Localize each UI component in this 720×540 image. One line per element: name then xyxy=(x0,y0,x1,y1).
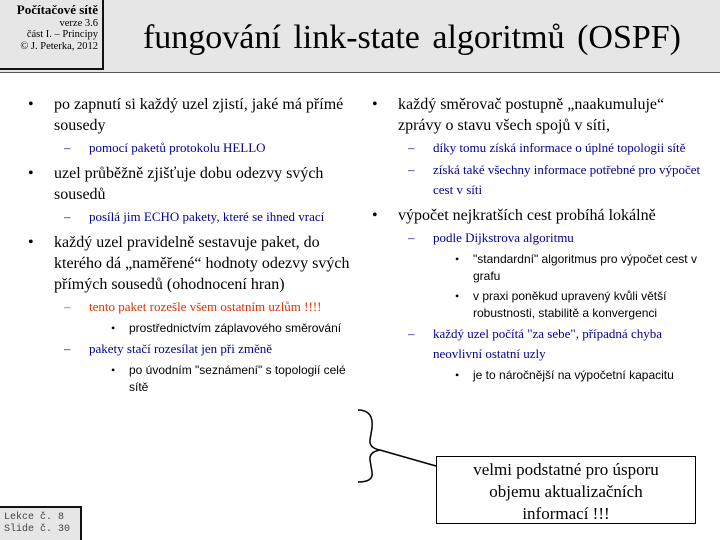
bullet-text: každý směrovač postupně „naakumuluje“ zprávy o stavu všech spojů v síti, xyxy=(398,96,665,134)
sub-bullet-item xyxy=(398,138,706,158)
sub-sub-bullet-item xyxy=(433,367,706,384)
version-label: verze 3.6 xyxy=(59,17,98,29)
dash-marker: – xyxy=(408,230,415,245)
sub-bullet-text: pomocí paketů protokolu HELLO xyxy=(89,140,266,155)
sub-bullet-text: podle Dijkstrova algoritmu xyxy=(433,230,574,245)
sub-bullet-item xyxy=(398,160,706,200)
callout-line xyxy=(380,450,436,466)
sub-bullet-text: každý uzel počítá "za sebe", případná chyba neovlivní ostatní uzly xyxy=(433,326,662,361)
bullet-text: po zapnutí si každý uzel zjistí, jaké má přímé sousedy xyxy=(54,96,344,134)
dot-marker: • xyxy=(111,363,116,377)
dot-marker: • xyxy=(111,321,116,335)
bullet-marker: • xyxy=(28,96,34,113)
dash-marker: – xyxy=(408,162,415,177)
dot-marker: • xyxy=(455,252,460,266)
dash-marker: – xyxy=(408,140,415,155)
dot-marker: • xyxy=(455,368,460,382)
dash-marker: – xyxy=(64,140,71,155)
bullet-marker: • xyxy=(28,165,34,182)
sub-bullet-item xyxy=(54,297,358,337)
sub-sub-bullet-text: v praxi poněkud upravený kvůli větší robustnosti, stabilitě a konvergenci xyxy=(473,289,667,320)
slide-header xyxy=(0,0,720,73)
sub-bullet-text: pakety stačí rozesílat jen při změně xyxy=(89,341,273,356)
sub-sub-bullet-text: je to náročnější na výpočetní kapacitu xyxy=(473,368,674,382)
lecture-number: Lekce č. 8 xyxy=(4,512,65,523)
sub-bullet-item xyxy=(398,228,706,322)
slide-footer xyxy=(0,506,82,540)
sub-sub-bullet-item xyxy=(89,320,358,337)
bullet-item xyxy=(22,232,358,396)
slide-number: Slide č. 30 xyxy=(4,524,71,535)
bullet-text: každý uzel pravidelně sestavuje paket, do kterého dá „naměřené“ hodnoty odezvy svých přímých sousedů (ohodnocení hran) xyxy=(54,234,350,293)
sub-bullet-item xyxy=(54,339,358,396)
bullet-marker: • xyxy=(28,234,34,251)
sub-sub-bullet-item xyxy=(433,251,706,285)
sub-sub-bullet-item xyxy=(89,362,358,396)
copyright-label: © J. Peterka, 2012 xyxy=(20,41,98,53)
sub-sub-bullet-text: po úvodním "seznámení" s topologií celé sítě xyxy=(129,363,346,394)
note-line: informací !!! xyxy=(522,504,610,523)
sub-bullet-item xyxy=(54,138,358,158)
note-line: velmi podstatné pro úsporu xyxy=(473,460,659,479)
dash-marker: – xyxy=(64,299,71,314)
callout-note-box xyxy=(436,456,696,524)
bullet-item xyxy=(366,94,706,200)
sub-bullet-item xyxy=(398,324,706,384)
bullet-item xyxy=(366,205,706,384)
left-column xyxy=(22,94,358,401)
slide-title: fungování link-state algoritmů (OSPF) xyxy=(142,19,681,56)
sub-bullet-text: posílá jim ECHO pakety, které se ihned vrací xyxy=(89,209,325,224)
bullet-text: výpočet nejkratších cest probíhá lokálně xyxy=(398,207,656,224)
right-column xyxy=(366,94,706,389)
sub-bullet-text: získá také všechny informace potřebné pro výpočet cest v síti xyxy=(433,162,701,197)
dash-marker: – xyxy=(64,341,71,356)
dash-marker: – xyxy=(408,326,415,341)
curly-brace-connector xyxy=(356,408,438,484)
sub-sub-bullet-text: prostřednictvím záplavového směrování xyxy=(129,321,342,335)
part-label: část I. – Principy xyxy=(26,29,98,41)
bullet-text: uzel průběžně zjišťuje dobu odezvy svých sousedů xyxy=(54,165,324,203)
course-badge xyxy=(0,0,104,70)
sub-bullet-text: díky tomu získá informace o úplné topologii sítě xyxy=(433,140,686,155)
note-line: objemu aktualizačních xyxy=(489,482,643,501)
dot-marker: • xyxy=(455,289,460,303)
sub-bullet-item xyxy=(54,207,358,227)
bullet-marker: • xyxy=(372,207,378,224)
sub-bullet-text: tento paket rozešle všem ostatním uzlům !!!! xyxy=(89,299,322,314)
brace-path xyxy=(358,410,380,482)
dash-marker: – xyxy=(64,209,71,224)
bullet-marker: • xyxy=(372,96,378,113)
bullet-item xyxy=(22,94,358,158)
sub-sub-bullet-item xyxy=(433,288,706,322)
course-name: Počítačové sítě xyxy=(16,2,98,17)
bullet-item xyxy=(22,163,358,227)
sub-sub-bullet-text: "standardní" algoritmus pro výpočet cest v grafu xyxy=(473,252,697,283)
